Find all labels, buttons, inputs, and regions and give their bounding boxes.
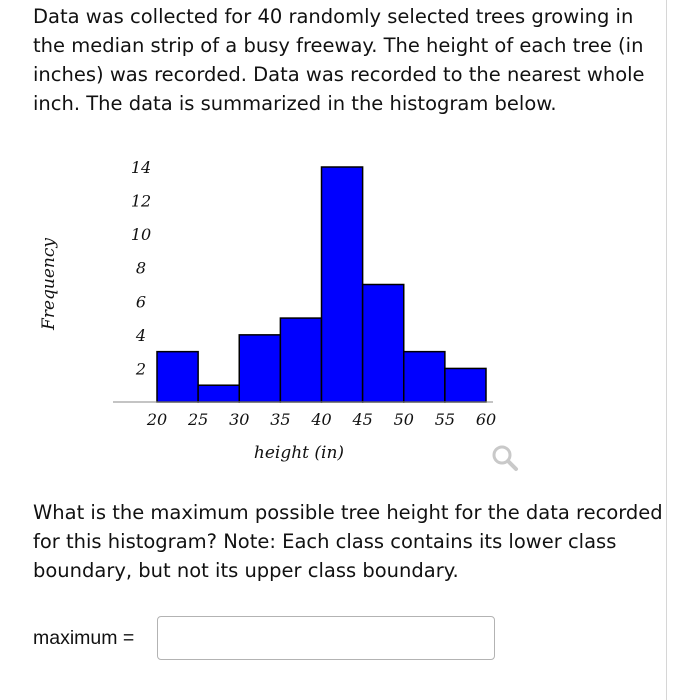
x-tick-label: 40 [311,410,332,429]
x-tick-labels [146,410,496,429]
y-tick-label: 2 [135,359,147,379]
x-tick-label: 55 [434,410,456,429]
y-tick-labels [131,158,151,378]
x-axis-label: height (in) [253,443,345,463]
maximum-label: maximum = [33,627,135,649]
y-tick-label: 8 [135,258,147,278]
x-tick-label: 50 [393,410,414,429]
page-right-border [666,0,667,700]
histogram-bar [404,352,445,402]
y-tick-label: 4 [135,325,147,345]
magnifier-icon[interactable] [490,443,520,473]
y-axis-label: Frequency [39,238,59,330]
histogram-bar [280,318,321,402]
question-text: What is the maximum possible tree height for the data recorded for this histogram? Note: Each class contains its lower class boundary, but not its upper class boundary. [33,501,663,582]
x-tick-label: 20 [146,410,168,429]
x-tick-label: 60 [475,410,497,429]
histogram-bar [322,167,363,402]
histogram-bar [239,335,280,402]
histogram-bar [445,368,486,402]
histogram-bar [363,285,404,403]
histogram-chart [0,150,560,480]
histogram-bar [198,385,239,402]
x-tick-label: 45 [352,410,373,429]
x-tick-label: 35 [270,410,291,429]
x-tick-label: 25 [187,410,209,429]
y-tick-label: 10 [130,225,152,245]
y-tick-label: 6 [135,292,147,312]
histogram-bars [157,167,486,402]
problem-intro-text: Data was collected for 40 randomly selected trees growing in the median strip of a busy freeway. The height of each tree (in inches) was recorded. Data was recorded to the nearest whole inch. The data is summarized in the histogram below. [33,5,645,115]
histogram-bar [157,352,198,402]
maximum-input[interactable] [157,616,495,660]
y-tick-label: 12 [130,191,152,211]
y-tick-label: 14 [130,158,152,177]
x-tick-label: 30 [229,410,250,429]
